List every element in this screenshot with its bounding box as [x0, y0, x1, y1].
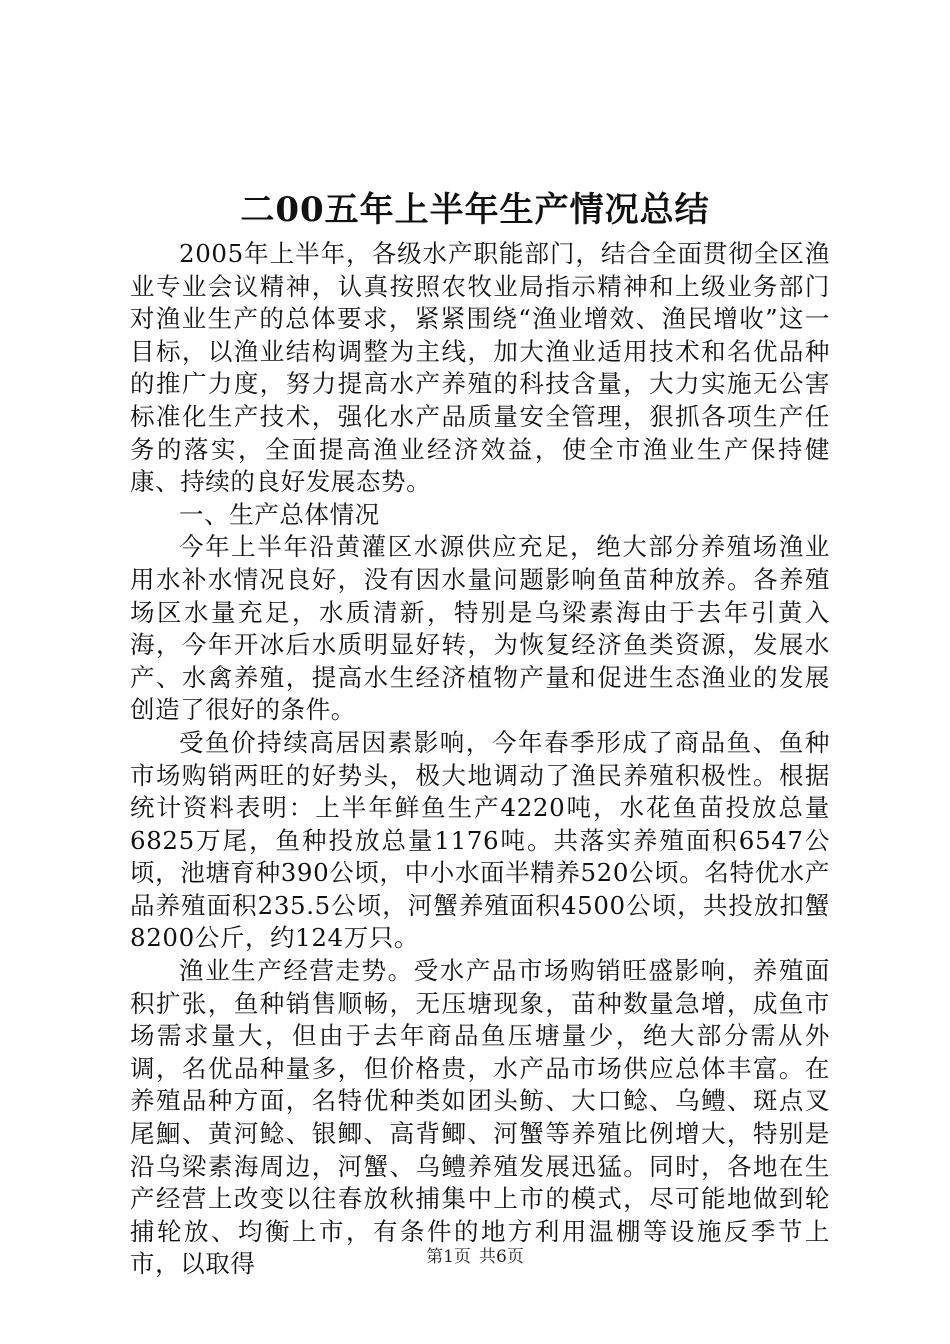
paragraph-intro: 2005年上半年，各级水产职能部门，结合全面贯彻全区渔业专业会议精神，认真按照农牧业局指示精神和上级业务部门对渔业生产的总体要求，紧紧围绕“渔业增效、渔民增收”这一目标，以渔业结构调整为主线，加大渔业适用技术和名优品种的推广力度，努力提高水产养殖的科技含量，大力实施无公害标准化生产技术，强化水产品质量安全管理，狠抓各项生产任务的落实，全面提高渔业经济效益，使全市渔业生产保持健康、持续的良好发展态势。 [130, 239, 830, 497]
paragraph-statistics: 受鱼价持续高居因素影响，今年春季形成了商品鱼、鱼种市场购销两旺的好势头，极大地调动了渔民养殖积极性。根据统计资料表明：上半年鲜鱼生产4220吨，水花鱼苗投放总量6825万尾，鱼种投放总量1176吨。共落实养殖面积6547公顷，池塘育种390公顷，中小水面半精养520公顷。名特优水产品养殖面积235.5公顷，河蟹养殖面积4500公顷，共投放扣蟹8200公斤，约124万只。 [130, 727, 830, 953]
section-heading: 一、生产总体情况 [179, 499, 380, 529]
paragraph-market-trend: 渔业生产经营走势。受水产品市场购销旺盛影响，养殖面积扩张，鱼种销售顺畅，无压塘现象，苗种数量急增，成鱼市场需求量大，但由于去年商品鱼压塘量少，绝大部分需从外调，名优品种量多，但价格贵，水产品市场供应总体丰富。在养殖品种方面，名特优种类如团头鲂、大口鲶、乌鳢、斑点叉尾鮰、黄河鲶、银鲫、高背鲫、河蟹等养殖比例增大，特别是沿乌梁素海周边，河蟹、乌鳢养殖发展迅猛。同时，各地在生产经营上改变以往春放秋捕集中上市的模式，尽可能地做到轮捕轮放、均衡上市，有条件的地方利用温棚等设施反季节上市，以取得 [130, 956, 830, 1279]
page-footer [0, 1246, 950, 1268]
page-total: 共6页 [479, 1247, 524, 1267]
page-number: 第1页 [426, 1247, 471, 1267]
document-title: 二00五年上半年生产情况总结 [240, 190, 710, 230]
document-body [130, 238, 830, 1281]
paragraph-water-supply: 今年上半年沿黄灌区水源供应充足，绝大部分养殖场渔业用水补水情况良好，没有因水量问题影响鱼苗种放养。各养殖场区水量充足，水质清新，特别是乌梁素海由于去年引黄入海，今年开冰后水质明显好转，为恢复经济鱼类资源，发展水产、水禽养殖，提高水生经济植物产量和促进生态渔业的发展创造了很好的条件。 [130, 532, 830, 725]
